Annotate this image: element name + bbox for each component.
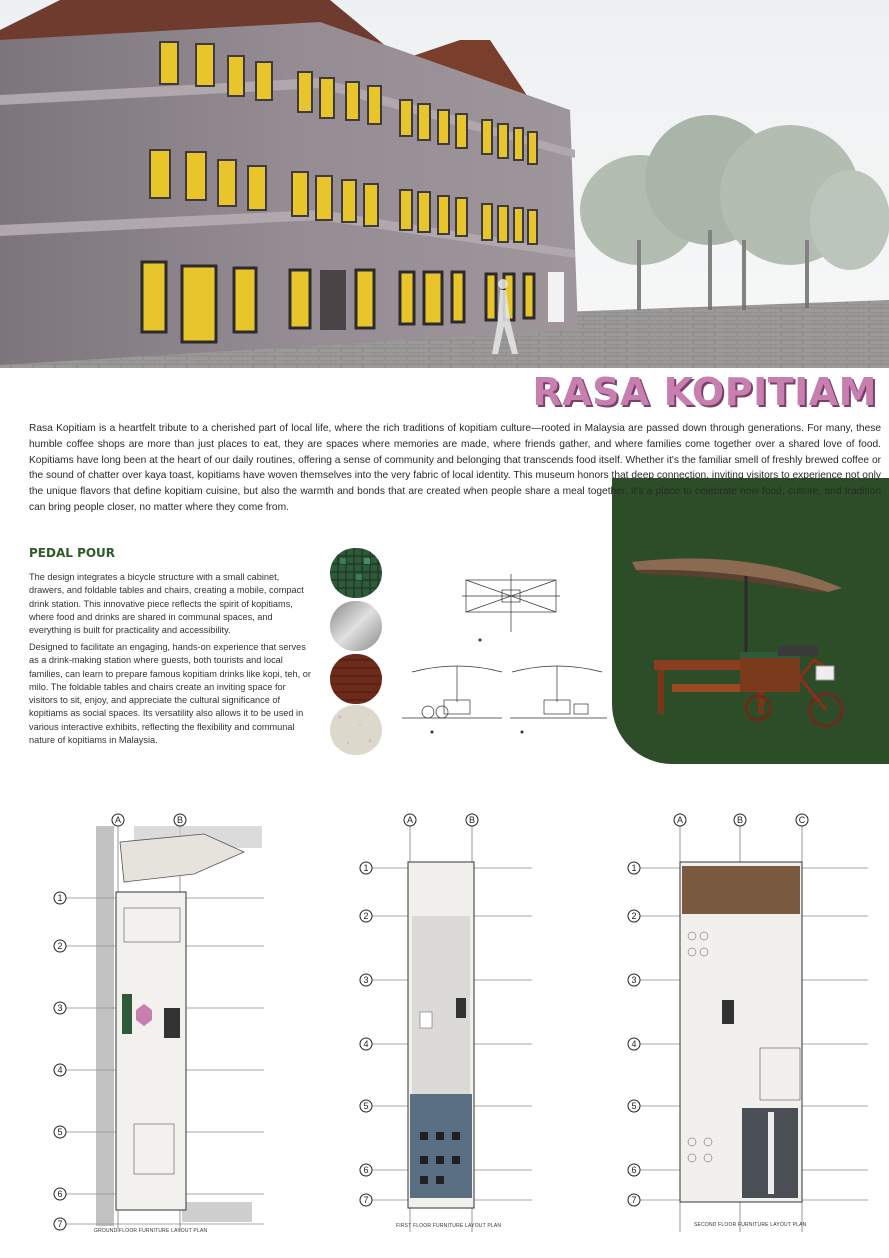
grid-row-1: 1 — [631, 863, 637, 873]
grid-row-2: 2 — [631, 911, 637, 921]
hero-facade-render — [0, 0, 889, 368]
grid-row-4: 4 — [363, 1039, 369, 1049]
grid-row-6: 6 — [363, 1165, 369, 1175]
second-floor-plan-label: SECOND FLOOR FURNITURE LAYOUT PLAN — [694, 1222, 807, 1228]
first-floor-plan — [332, 812, 542, 1242]
material-swatch-green-tile — [330, 548, 382, 598]
grid-row-4: 4 — [631, 1039, 637, 1049]
ground-floor-plan-label: GROUND FLOOR FURNITURE LAYOUT PLAN — [94, 1228, 208, 1234]
grid-row-3: 3 — [363, 975, 369, 985]
pedal-pour-paragraph-2: Designed to facilitate an engaging, hands-on experience that serves as a drink-making station where guests, both tourists and local families, can learn to prepare famous kopitiam drinks like kopi, teh, or milo. The foldable tables and chairs create an inviting space for visitors to sit, enjoy, and appreciate the cultural significance of kopitiams as social spaces. Its versatility also allows it to be used in various interactive exhibits, reflecting the flexibility and communal nature of kopitiams in Malaysia. — [29, 642, 311, 746]
grid-row-6: 6 — [631, 1165, 637, 1175]
material-swatch-terrazzo — [330, 705, 382, 755]
grid-col-a: A — [114, 815, 122, 825]
grid-row-7: 7 — [631, 1195, 637, 1205]
grid-row-6: 6 — [57, 1189, 63, 1199]
grid-row-5: 5 — [631, 1101, 637, 1111]
grid-col-c: C — [798, 815, 806, 825]
grid-col-a: A — [406, 815, 414, 825]
second-floor-plan — [588, 812, 878, 1242]
grid-row-2: 2 — [363, 911, 369, 921]
first-floor-plan-label: FIRST FLOOR FURNITURE LAYOUT PLAN — [396, 1223, 502, 1229]
pedal-pour-paragraph-1: The design integrates a bicycle structure with a small cabinet, drawers, and foldable tables and chairs, creating a mobile, compact drink station. This innovative piece reflects the spirit of kopitiams, where food and drinks are shared in communal spaces, and everything is built for practicality and accessibility. — [29, 572, 304, 636]
grid-row-4: 4 — [57, 1065, 63, 1075]
grid-col-a: A — [676, 815, 684, 825]
pedal-pour-cart-render — [628, 548, 886, 738]
grid-row-1: 1 — [57, 893, 63, 903]
grid-col-b: B — [468, 815, 476, 825]
page-title: RASA KOPITIAM — [532, 370, 877, 414]
grid-row-3: 3 — [57, 1003, 63, 1013]
material-swatch-dark-timber — [330, 654, 382, 704]
ground-floor-plan — [44, 812, 274, 1242]
pedal-pour-heading: PEDAL POUR — [29, 546, 116, 560]
grid-row-2: 2 — [57, 941, 63, 951]
grid-row-5: 5 — [57, 1127, 63, 1137]
grid-col-b: B — [176, 815, 184, 825]
intro-paragraph: Rasa Kopitiam is a heartfelt tribute to a cherished part of local life, where the rich traditions of kopitiam culture—rooted in Malaysia are passed down through generations. For many, these humble coffee shops are more than just places to eat, they are spaces where memories are made, where friends gather, and where families come together over a shared love of food. Kopitiams have long been at the heart of our daily routines, offering a sense of community and belonging that transcends food itself. Whether it's the familiar smell of freshly brewed coffee or the sound of chatter over kaya toast, kopitiams have woven themselves into the very fabric of local identity. This museum honors that deep connection, inviting visitors to experience not only the unique flavors that define kopitiam cuisine, but also the warmth and bonds that are created when people share a meal together. It's a place to celebrate how food, culture, and tradition can bring people closer, no matter where they come from. — [29, 423, 881, 513]
grid-col-b: B — [736, 815, 744, 825]
grid-row-5: 5 — [363, 1101, 369, 1111]
material-swatch-brushed-steel — [330, 601, 382, 651]
grid-row-7: 7 — [363, 1195, 369, 1205]
grid-row-7: 7 — [57, 1219, 63, 1229]
grid-row-1: 1 — [363, 863, 369, 873]
grid-row-3: 3 — [631, 975, 637, 985]
cart-technical-drawings — [402, 572, 612, 742]
